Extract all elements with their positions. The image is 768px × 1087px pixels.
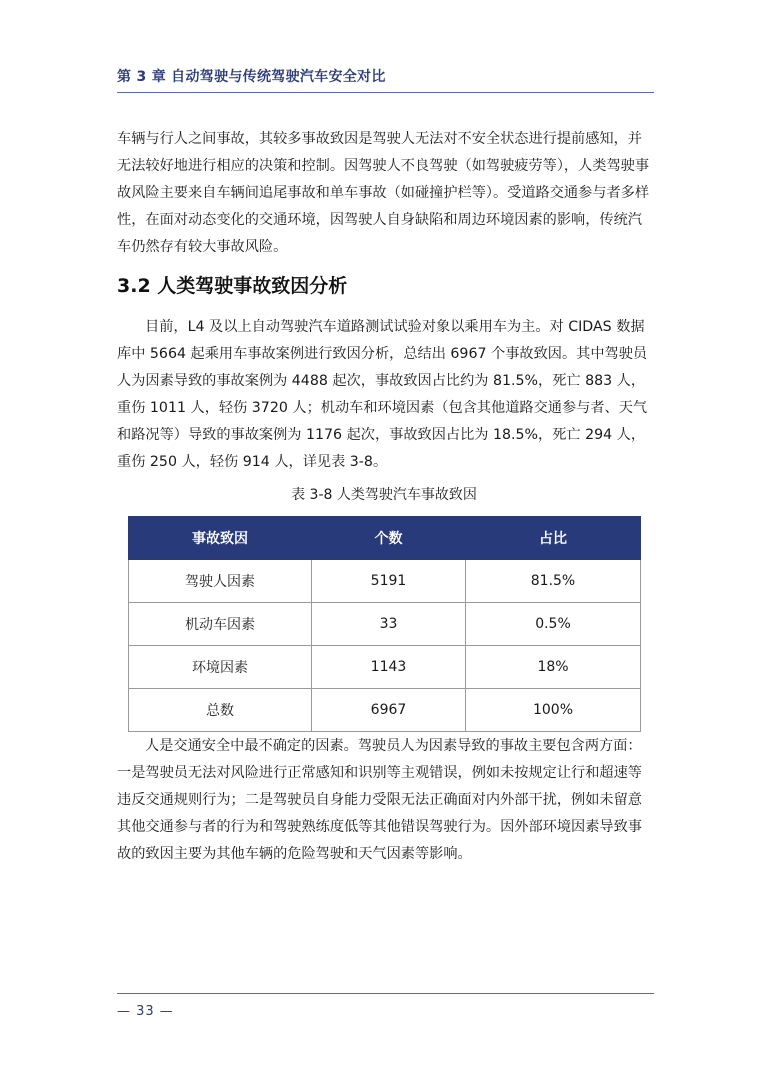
column-header-count: 个数	[312, 517, 466, 560]
table-caption: 表 3-8 人类驾驶汽车事故致因	[291, 487, 477, 503]
page-number: — 33 —	[117, 1004, 174, 1019]
cell-ratio: 0.5%	[466, 603, 641, 646]
section-title: 3.2 人类驾驶事故致因分析	[117, 275, 348, 297]
paragraph-intro: 车辆与行人之间事故，其较多事故致因是驾驶人无法对不安全状态进行提前感知，并无法较好地进行相应的决策和控制。因驾驶人不良驾驶（如驾驶疲劳等），人类驾驶事故风险主要来自车辆间追尾事故和单车事故（如碰撞护栏等）。受道路交通参与者多样性，在面对动态变化的交通环境，因驾驶人自身缺陷和周边环境因素的影响，传统汽车仍然存有较大事故风险。	[117, 131, 650, 255]
accident-cause-table	[128, 516, 641, 732]
chapter-header: 第 3 章 自动驾驶与传统驾驶汽车安全对比	[117, 69, 386, 85]
cell-cause: 总数	[129, 689, 312, 732]
cell-cause: 驾驶人因素	[129, 560, 312, 603]
paragraph-human-factors	[117, 733, 654, 868]
column-header-cause: 事故致因	[129, 517, 312, 560]
paragraph-human-factors-text: 人是交通安全中最不确定的因素。驾驶员人为因素导致的事故主要包含两方面：一是驾驶员无法对风险进行正常感知和识别等主观错误，例如未按规定让行和超速等违反交通规则行为；二是驾驶员自身能力受限无法正确面对内外部干扰，例如未留意其他交通参与者的行为和驾驶熟练度低等其他错误驾驶行为。因外部环境因素导致事故的致因主要为其他车辆的危险驾驶和天气因素等影响。	[117, 738, 642, 862]
cell-count: 5191	[312, 560, 466, 603]
cell-count: 6967	[312, 689, 466, 732]
paragraph-analysis	[117, 314, 654, 476]
table-header-row	[129, 517, 641, 560]
paragraph-analysis-text: 目前，L4 及以上自动驾驶汽车道路测试试验对象以乘用车为主。对 CIDAS 数据库中 5664 起乘用车事故案例进行致因分析，总结出 6967 个事故致因。其中驾驶员人为因素导致的事故案例为 4488 起次，事故致因占比约为 81.5%，死亡 883 人，重伤 1011 人，轻伤 3720 人；机动车和环境因素（包含其他道路交通参与者、天气和路况等）导致的事故案例为 1176 起次，事故致因占比为 18.5%，死亡 294 人，重伤 250 人，轻伤 914 人，详见表 3-8。	[117, 319, 648, 470]
cell-ratio: 81.5%	[466, 560, 641, 603]
cell-count: 33	[312, 603, 466, 646]
table-row	[129, 560, 641, 603]
header-divider	[117, 92, 654, 93]
table-row	[129, 603, 641, 646]
cell-cause: 机动车因素	[129, 603, 312, 646]
cell-ratio: 18%	[466, 646, 641, 689]
table-row	[129, 689, 641, 732]
table-row	[129, 646, 641, 689]
cell-count: 1143	[312, 646, 466, 689]
column-header-ratio: 占比	[466, 517, 641, 560]
footer-divider	[117, 993, 654, 994]
cell-cause: 环境因素	[129, 646, 312, 689]
cell-ratio: 100%	[466, 689, 641, 732]
